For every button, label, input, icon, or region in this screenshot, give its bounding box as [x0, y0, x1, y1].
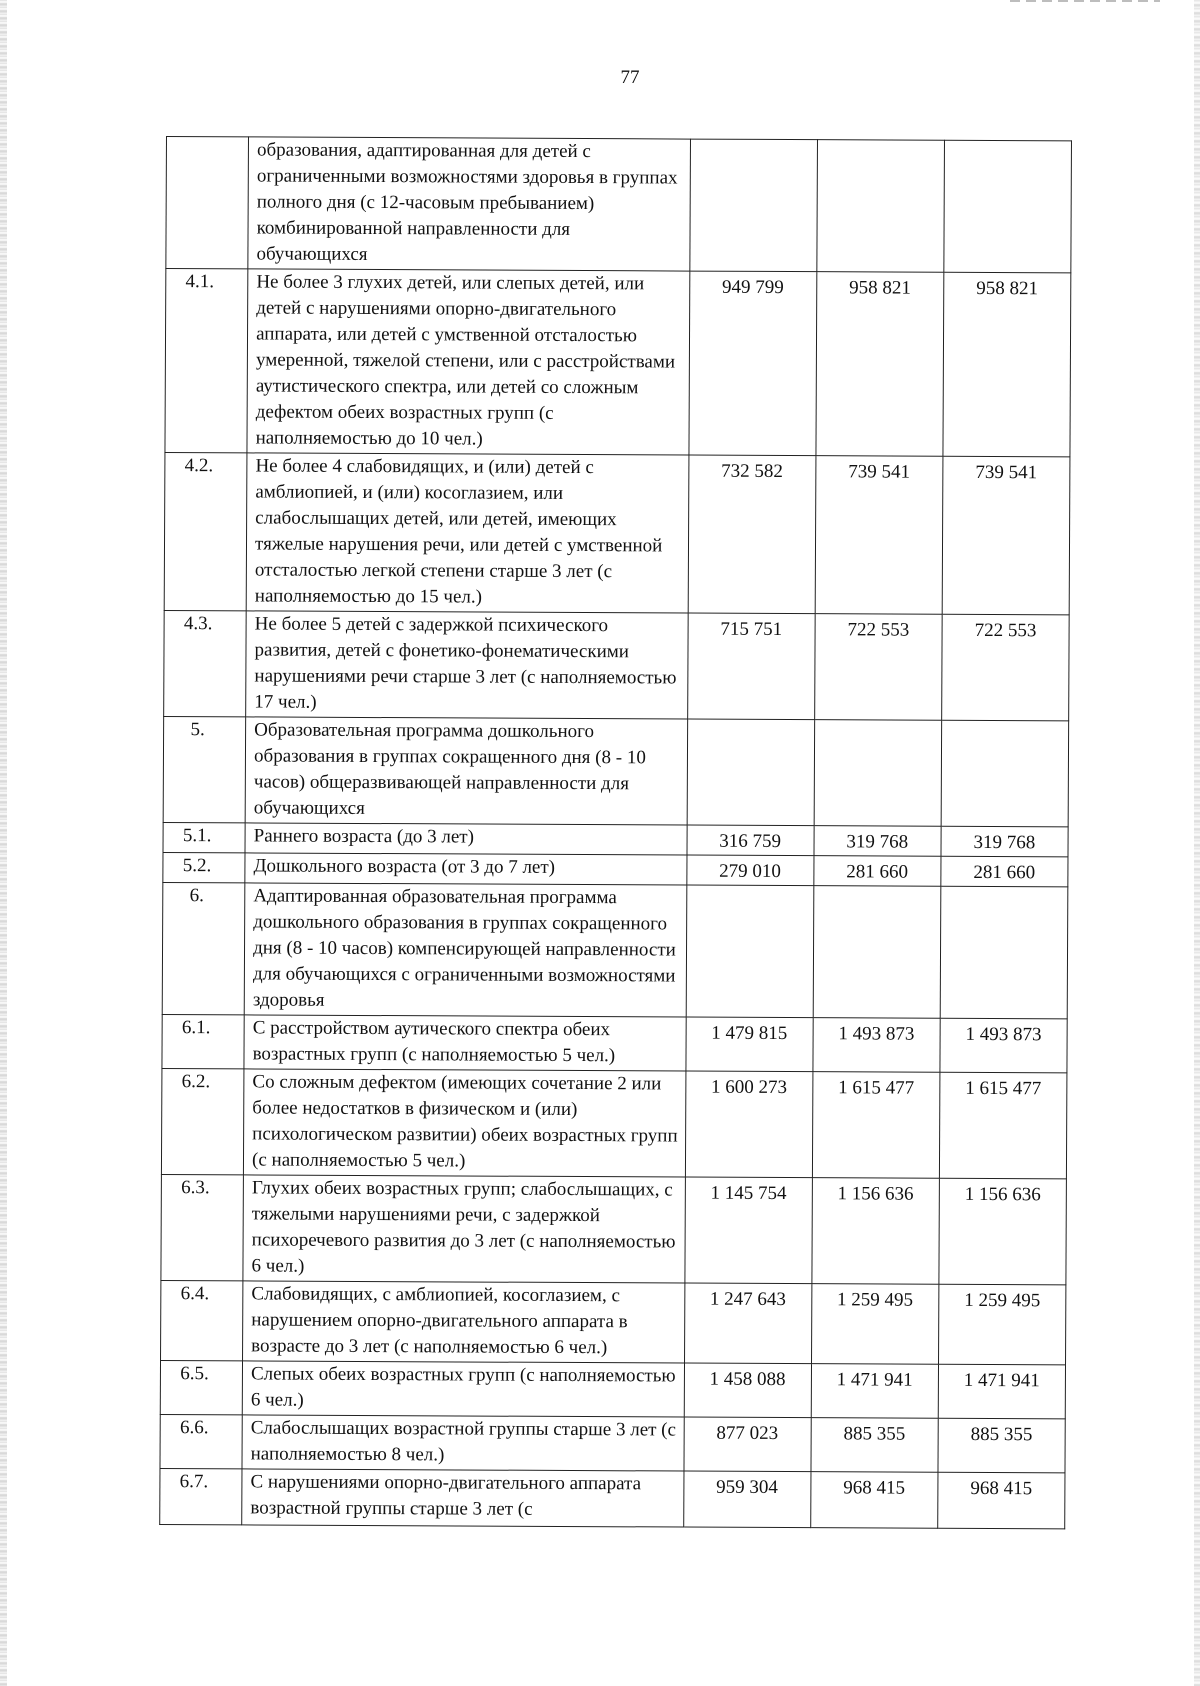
value-cell-1 [687, 719, 815, 826]
row-number: 6.5. [160, 1360, 242, 1414]
value-cell-3: 1 493 873 [940, 1018, 1067, 1073]
value-cell-2 [817, 140, 945, 273]
value-cell-1: 715 751 [687, 613, 815, 720]
value-cell-2: 1 615 477 [812, 1072, 940, 1179]
value-cell-3: 968 415 [938, 1472, 1065, 1529]
value-cell-2 [813, 886, 941, 1019]
table-row [165, 269, 1071, 457]
row-description: образования, адаптированная для детей с ограниченными возможностями здоровья в группах полного дня (с 12-часовым пребыванием) комбинированной направленности для обучающихся [248, 137, 690, 271]
value-cell-3: 1 471 941 [938, 1364, 1065, 1419]
scan-edge-left [0, 0, 7, 1686]
value-cell-1: 732 582 [688, 455, 816, 614]
row-description: Слепых обеих возрастных групп (с наполняемостью 6 чел.) [242, 1361, 684, 1417]
value-cell-1: 1 458 088 [684, 1363, 811, 1418]
value-cell-3 [940, 886, 1068, 1019]
tariff-table [159, 136, 1072, 1529]
value-cell-3: 1 259 495 [938, 1284, 1066, 1365]
value-cell-2: 722 553 [814, 614, 942, 721]
value-cell-1: 959 304 [683, 1471, 810, 1528]
row-number: 5.2. [163, 852, 245, 882]
row-number: 6.4. [161, 1280, 243, 1360]
value-cell-2: 958 821 [816, 272, 944, 457]
row-description: Слабовидящих, с амблиопией, косоглазием, с нарушением опорно-двигательного аппарата в возрасте до 3 лет (с наполняемостью 6 чел.) [243, 1281, 685, 1363]
value-cell-3: 739 541 [942, 456, 1070, 615]
value-cell-2: 1 259 495 [811, 1284, 939, 1365]
value-cell-2: 1 156 636 [812, 1178, 940, 1285]
row-description: Адаптированная образовательная программа дошкольного образования в группах сокращенного дня (8 - 10 часов) компенсирующей направленности для обучающихся с ограниченными возможностями здоровья [244, 883, 686, 1017]
row-number [166, 137, 249, 269]
table-row [163, 822, 1068, 856]
row-description: Глухих обеих возрастных групп; слабослышащих, с тяжелыми нарушениями речи, с задержкой психоречевого развития до 3 лет (с наполняемостью 6 чел.) [243, 1175, 685, 1283]
row-description: Слабослышащих возрастной группы старше 3 лет (с наполняемостью 8 чел.) [242, 1415, 684, 1471]
row-number: 6.7. [160, 1468, 242, 1524]
value-cell-2: 1 493 873 [813, 1018, 940, 1073]
table-row [161, 1068, 1067, 1178]
value-cell-1: 949 799 [689, 271, 817, 456]
value-cell-2: 319 768 [814, 826, 941, 857]
table-row [160, 1414, 1065, 1472]
value-cell-1 [686, 885, 814, 1018]
value-cell-3 [944, 140, 1072, 273]
value-cell-2: 1 471 941 [811, 1364, 938, 1419]
table-row [160, 1360, 1065, 1418]
row-number: 6.6. [160, 1414, 242, 1468]
row-description: С нарушениями опорно-двигательного аппарата возрастной группы старше 3 лет (с [242, 1469, 684, 1527]
scan-edge-right [1194, 0, 1200, 1686]
value-cell-2: 885 355 [811, 1418, 938, 1473]
table-row [166, 137, 1072, 273]
table-row [161, 1280, 1066, 1364]
row-number: 4.3. [164, 610, 247, 716]
row-description: Не более 4 слабовидящих, и (или) детей с амблиопией, и (или) косоглазием, или слабослышащих детей, или детей, имеющих тяжелые нарушения речи, или детей с умственной отсталостью легкой степени старше 3 лет (с наполняемостью до 15 чел.) [246, 453, 688, 613]
row-description: С расстройством аутического спектра обеих возрастных групп (с наполняемостью 5 чел.) [244, 1015, 686, 1071]
value-cell-3: 958 821 [943, 272, 1071, 457]
row-description: Дошкольного возраста (от 3 до 7 лет) [245, 853, 687, 885]
value-cell-1: 1 247 643 [684, 1283, 812, 1364]
row-number: 4.2. [164, 452, 247, 610]
row-number: 5.1. [163, 822, 245, 852]
value-cell-3: 1 156 636 [939, 1178, 1067, 1285]
value-cell-3: 1 615 477 [939, 1072, 1067, 1179]
value-cell-3: 319 768 [941, 826, 1068, 857]
value-cell-1: 1 600 273 [685, 1071, 813, 1178]
row-number: 6. [162, 882, 245, 1014]
value-cell-1: 316 759 [687, 825, 814, 856]
table-row [162, 1014, 1067, 1072]
table-row [163, 852, 1068, 886]
table-row [164, 610, 1070, 720]
value-cell-3: 281 660 [941, 856, 1068, 887]
table-row [164, 452, 1070, 614]
table-row [160, 1468, 1065, 1528]
value-cell-2 [814, 720, 942, 827]
value-cell-1: 1 479 815 [685, 1017, 812, 1072]
value-cell-1: 1 145 754 [684, 1177, 812, 1284]
value-cell-3: 885 355 [938, 1418, 1065, 1473]
value-cell-2: 968 415 [810, 1472, 937, 1529]
row-number: 6.1. [162, 1014, 244, 1068]
value-cell-2: 739 541 [815, 456, 943, 615]
scan-top-mark [1010, 0, 1160, 2]
table-row [162, 882, 1068, 1018]
row-number: 4.1. [165, 269, 248, 453]
row-description: Не более 5 детей с задержкой психического развития, детей с фонетико-фонематическими нарушениями речи старше 3 лет (с наполняемостью 17 чел.) [246, 611, 688, 719]
table-row [161, 1174, 1067, 1284]
row-description: Не более 3 глухих детей, или слепых детей, или детей с нарушениями опорно-двигательного аппарата, или детей с умственной отсталостью умеренной, тяжелой степени, или с расстройствами аутистического спектра, или детей со сложным дефектом обеих возрастных групп (с наполняемостью до 10 чел.) [247, 269, 689, 455]
row-number: 5. [163, 716, 246, 822]
value-cell-1: 877 023 [684, 1417, 811, 1472]
row-description: Со сложным дефектом (имеющих сочетание 2 или более недостатков в физическом и (или) психологическом развитии) обеих возрастных групп (с наполняемостью 5 чел.) [244, 1069, 686, 1177]
row-number: 6.3. [161, 1174, 244, 1280]
value-cell-1 [689, 139, 817, 272]
row-number: 6.2. [161, 1068, 244, 1174]
row-description: Образовательная программа дошкольного образования в группах сокращенного дня (8 - 10 часов) общеразвивающей направленности для обучающихся [245, 717, 687, 825]
table-row [163, 716, 1069, 826]
page-number: 77 [620, 67, 640, 88]
value-cell-1: 279 010 [686, 855, 813, 886]
value-cell-3: 722 553 [941, 614, 1069, 721]
row-description: Раннего возраста (до 3 лет) [245, 823, 687, 855]
value-cell-2: 281 660 [814, 856, 941, 887]
value-cell-3 [941, 720, 1069, 827]
